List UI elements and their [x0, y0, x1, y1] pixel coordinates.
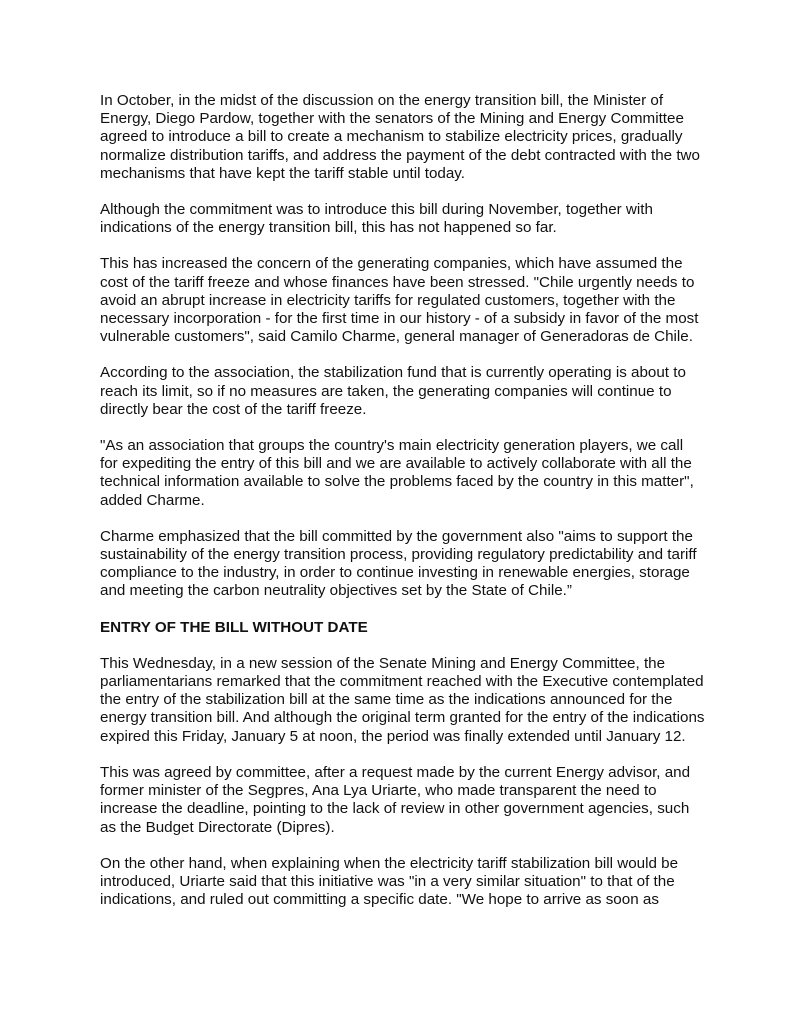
paragraph: Although the commitment was to introduce this bill during November, together with indications of the energy transition bill, this has not happened so far. [100, 201, 653, 237]
paragraph: According to the association, the stabilization fund that is currently operating is about to reach its limit, so if no measures are taken, the generating companies will continue to directly bear the cost of the tariff freeze. [100, 364, 686, 418]
paragraph: This Wednesday, in a new session of the Senate Mining and Energy Committee, the parliamentarians remarked that the commitment reached with the Executive contemplated the entry of the stabilization bill at the same time as the indications announced for the energy transition bill. And although the original term granted for the entry of the indications expired this Friday, January 5 at noon, the period was finally extended until January 12. [100, 654, 705, 745]
document-page [100, 92, 705, 927]
paragraph: Charme emphasized that the bill committed by the government also "aims to support the sustainability of the energy transition process, providing regulatory predictability and tariff compliance to the industry, in order to continue investing in renewable energies, storage and meeting the carbon neutrality objectives set by the State of Chile.” [100, 527, 697, 600]
paragraph: On the other hand, when explaining when the electricity tariff stabilization bill would be introduced, Uriarte said that this initiative was "in a very similar situation" to that of the indications, and ruled out committing a specific date. "We hope to arrive as soon as [100, 854, 679, 909]
paragraph: In October, in the midst of the discussion on the energy transition bill, the Minister of Energy, Diego Pardow, together with the senators of the Mining and Energy Committee agreed to introduce a bill to create a mechanism to stabilize electricity prices, gradually normalize distribution tariffs, and address the payment of the debt contracted with the two mechanisms that have kept the tariff stable until today. [100, 92, 700, 182]
paragraph: "As an association that groups the country's main electricity generation players, we call for expediting the entry of this bill and we are available to actively collaborate with all the technical information available to solve the problems faced by the country in this matter", added Charme. [100, 437, 694, 509]
section-heading: ENTRY OF THE BILL WITHOUT DATE [100, 618, 368, 636]
paragraph: This has increased the concern of the generating companies, which have assumed the cost of the tariff freeze and whose finances have been stressed. "Chile urgently needs to avoid an abrupt increase in electricity tariffs for regulated customers, together with the necessary incorporation - for the first time in our history - of a subsidy in favor of the most vulnerable customers", said Camilo Charme, general manager of Generadoras de Chile. [100, 255, 699, 346]
paragraph: This was agreed by committee, after a request made by the current Energy advisor, and former minister of the Segpres, Ana Lya Uriarte, who made transparent the need to increase the deadline, pointing to the lack of review in other government agencies, such as the Budget Directorate (Dipres). [100, 763, 691, 836]
